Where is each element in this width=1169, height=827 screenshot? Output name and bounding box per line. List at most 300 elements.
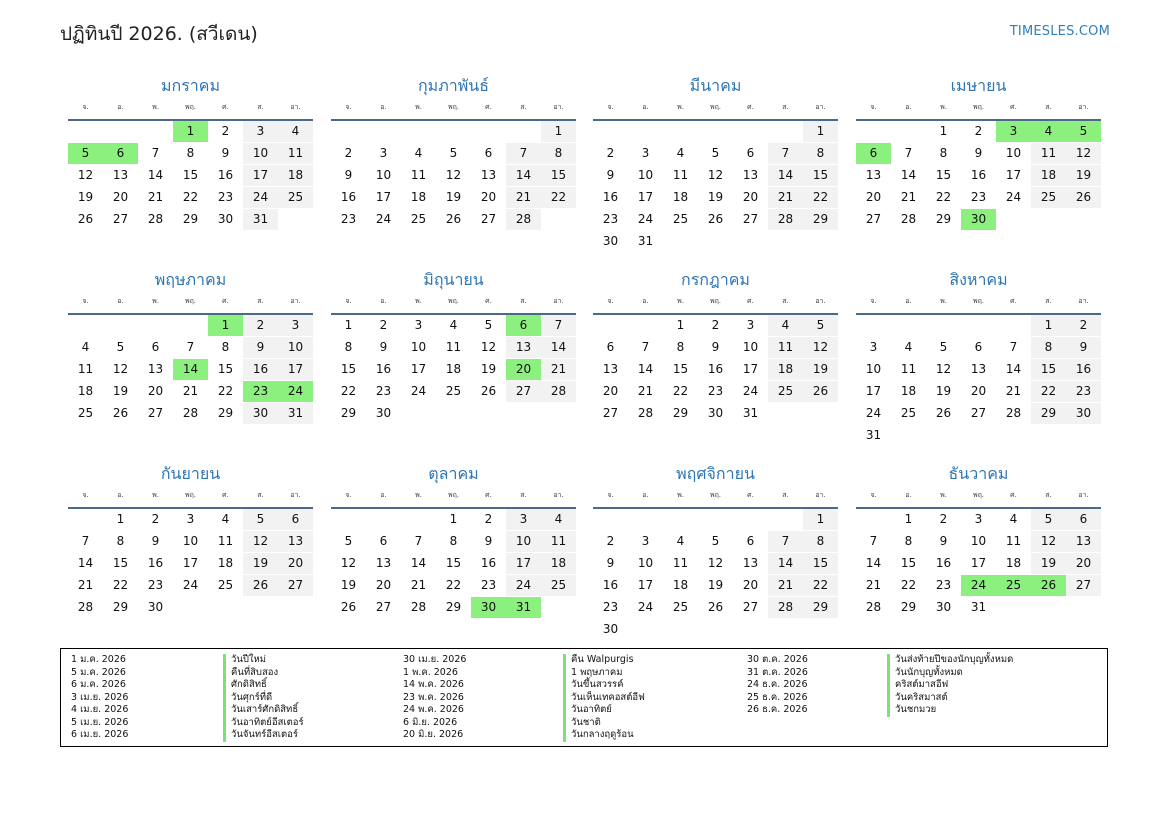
day-cell: 4 — [278, 121, 313, 142]
day-cell: 22 — [803, 187, 838, 208]
weekday-label: จ. — [870, 491, 877, 499]
day-cell: 29 — [340, 406, 357, 420]
day-cell: 25 — [77, 406, 94, 420]
day-cell: 14 — [410, 556, 427, 570]
page-title: ปฏิทินปี 2026. (สวีเดน) — [60, 23, 258, 45]
weekday-label: พฤ. — [184, 491, 197, 499]
weekday-label: ศ. — [485, 103, 492, 111]
day-cell: 2 — [711, 318, 720, 332]
day-cell: 3 — [746, 318, 755, 332]
holiday-date: 4 เม.ย. 2026 — [71, 704, 129, 715]
weekday-label: ศ. — [747, 103, 754, 111]
day-cell: 19 — [803, 359, 838, 380]
day-cell: 6 — [606, 340, 615, 354]
day-cell: 29 — [803, 597, 838, 618]
day-cell: 22 — [541, 187, 576, 208]
holiday-name: วันนักบุญทั้งหมด — [887, 667, 1013, 680]
day-cell: 16 — [602, 190, 619, 204]
day-cell: 22 — [900, 578, 917, 592]
day-cell: 31 — [742, 406, 759, 420]
day-cell: 21 — [768, 187, 803, 208]
day-cell: 18 — [768, 359, 803, 380]
day-cell: 9 — [344, 168, 353, 182]
day-cell: 7 — [904, 146, 913, 160]
day-cell: 21 — [900, 190, 917, 204]
day-cell: 12 — [707, 556, 724, 570]
day-cell: 26 — [707, 212, 724, 226]
day-cell: 17 — [410, 362, 427, 376]
day-cell: 19 — [340, 578, 357, 592]
weekday-label: พ. — [940, 297, 947, 305]
holiday-date: 24 ธ.ค. 2026 — [747, 679, 808, 690]
day-cell: 5 — [803, 315, 838, 336]
day-cell: 10 — [410, 340, 427, 354]
day-cell: 10 — [506, 531, 541, 552]
day-cell: 3 — [641, 534, 650, 548]
weekday-label: ศ. — [222, 297, 229, 305]
day-cell: 14 — [865, 556, 882, 570]
day-cell: 15 — [900, 556, 917, 570]
day-cell: 2 — [344, 146, 353, 160]
month-calendar — [331, 462, 576, 652]
day-cell: 7 — [506, 143, 541, 164]
day-cell: 22 — [445, 578, 462, 592]
day-cell: 3 — [641, 146, 650, 160]
day-cell: 16 — [480, 556, 497, 570]
day-cell: 6 — [151, 340, 160, 354]
day-cell: 15 — [217, 362, 234, 376]
day-cell: 10 — [637, 556, 654, 570]
day-cell: 17 — [506, 553, 541, 574]
holiday-dates-column — [71, 654, 128, 742]
day-cell: 9 — [606, 556, 615, 570]
holiday-day-cell: 6 — [103, 143, 138, 164]
day-cell: 27 — [865, 212, 882, 226]
day-cell: 23 — [340, 212, 357, 226]
month-name: กุมภาพันธ์ — [417, 76, 489, 95]
day-cell: 29 — [803, 209, 838, 230]
day-cell: 15 — [112, 556, 129, 570]
weekday-label: จ. — [82, 491, 89, 499]
day-cell: 28 — [865, 600, 882, 614]
weekday-label: ส. — [257, 491, 264, 499]
day-cell: 14 — [1005, 362, 1022, 376]
weekday-label: พ. — [677, 103, 684, 111]
day-cell: 8 — [449, 534, 458, 548]
day-cell: 1 — [939, 124, 948, 138]
day-cell: 28 — [541, 381, 576, 402]
day-cell: 15 — [935, 168, 952, 182]
day-cell: 1 — [676, 318, 685, 332]
weekday-label: อ. — [117, 491, 124, 499]
day-cell: 22 — [1031, 381, 1066, 402]
day-cell: 2 — [484, 512, 493, 526]
day-cell: 2 — [379, 318, 388, 332]
day-cell: 28 — [637, 406, 654, 420]
day-cell: 18 — [217, 556, 234, 570]
day-cell: 22 — [112, 578, 129, 592]
day-cell: 3 — [414, 318, 423, 332]
day-cell: 10 — [278, 337, 313, 358]
day-cell: 23 — [1066, 381, 1101, 402]
weekday-label: จ. — [82, 103, 89, 111]
day-cell: 30 — [602, 622, 619, 636]
day-cell: 25 — [900, 406, 917, 420]
day-cell: 11 — [672, 168, 689, 182]
holiday-day-cell: 24 — [278, 381, 313, 402]
day-cell: 12 — [112, 362, 129, 376]
holiday-date: 31 ต.ค. 2026 — [747, 666, 808, 678]
month-name: สิงหาคม — [949, 270, 1008, 289]
holiday-date: 30 ต.ค. 2026 — [747, 654, 808, 665]
day-cell: 29 — [217, 406, 234, 420]
weekday-label: ส. — [1045, 491, 1052, 499]
day-cell: 15 — [340, 362, 357, 376]
day-cell: 12 — [1066, 143, 1101, 164]
day-cell: 20 — [602, 384, 619, 398]
day-cell: 23 — [375, 384, 392, 398]
day-cell: 27 — [742, 600, 759, 614]
weekday-label: พ. — [677, 297, 684, 305]
day-cell: 12 — [1031, 531, 1066, 552]
day-cell: 4 — [449, 318, 458, 332]
day-cell: 19 — [1031, 553, 1066, 574]
holiday-name: วันส่งท้ายปีของนักบุญทั้งหมด — [887, 654, 1013, 667]
weekday-label: อ. — [905, 297, 912, 305]
month-calendar — [593, 74, 838, 264]
day-cell: 14 — [506, 165, 541, 186]
day-cell: 26 — [1066, 187, 1101, 208]
day-cell: 15 — [182, 168, 199, 182]
day-cell: 5 — [243, 509, 278, 530]
day-cell: 20 — [1066, 553, 1101, 574]
day-cell: 6 — [484, 146, 493, 160]
holiday-day-cell: 25 — [996, 575, 1031, 596]
day-cell: 15 — [1031, 359, 1066, 380]
day-cell: 21 — [506, 187, 541, 208]
weekday-label: จ. — [82, 297, 89, 305]
day-cell: 11 — [672, 556, 689, 570]
day-cell: 28 — [1005, 406, 1022, 420]
month-calendar — [856, 462, 1101, 652]
month-name: กรกฎาคม — [681, 270, 750, 289]
day-cell: 19 — [707, 190, 724, 204]
weekday-label: พฤ. — [972, 103, 985, 111]
day-cell: 22 — [340, 384, 357, 398]
weekday-label: ศ. — [1010, 297, 1017, 305]
day-cell: 27 — [1066, 575, 1101, 596]
holiday-day-cell: 6 — [856, 143, 891, 164]
weekday-label: พ. — [677, 491, 684, 499]
day-cell: 27 — [147, 406, 164, 420]
day-cell: 20 — [375, 578, 392, 592]
day-cell: 5 — [449, 146, 458, 160]
month-name: กันยายน — [160, 464, 221, 483]
day-cell: 1 — [116, 512, 125, 526]
day-cell: 16 — [243, 359, 278, 380]
month-calendar — [856, 268, 1101, 458]
day-cell: 14 — [637, 362, 654, 376]
day-cell: 27 — [506, 381, 541, 402]
day-cell: 25 — [768, 381, 803, 402]
day-cell: 14 — [541, 337, 576, 358]
day-cell: 22 — [182, 190, 199, 204]
day-cell: 16 — [707, 362, 724, 376]
holiday-date: 6 ม.ค. 2026 — [71, 679, 126, 690]
day-cell: 27 — [970, 406, 987, 420]
day-cell: 10 — [637, 168, 654, 182]
day-cell: 16 — [147, 556, 164, 570]
day-cell: 11 — [217, 534, 234, 548]
day-cell: 9 — [974, 146, 983, 160]
weekday-label: อา. — [290, 103, 301, 111]
holiday-day-cell: 24 — [961, 575, 996, 596]
weekday-label: พฤ. — [972, 297, 985, 305]
day-cell: 22 — [803, 575, 838, 596]
day-cell: 26 — [243, 575, 278, 596]
month-calendar — [331, 268, 576, 458]
day-cell: 23 — [935, 578, 952, 592]
day-cell: 4 — [81, 340, 90, 354]
day-cell: 5 — [939, 340, 948, 354]
day-cell: 9 — [711, 340, 720, 354]
day-cell: 3 — [379, 146, 388, 160]
month-divider — [593, 507, 838, 509]
day-cell: 1 — [904, 512, 913, 526]
day-cell: 2 — [606, 146, 615, 160]
holiday-day-cell: 3 — [996, 121, 1031, 142]
day-cell: 17 — [375, 190, 392, 204]
day-cell: 28 — [77, 600, 94, 614]
day-cell: 2 — [221, 124, 230, 138]
day-cell: 7 — [81, 534, 90, 548]
day-cell: 31 — [278, 403, 313, 424]
day-cell: 16 — [1066, 359, 1101, 380]
day-cell: 4 — [541, 509, 576, 530]
weekday-label: พฤ. — [447, 297, 460, 305]
weekday-label: อ. — [117, 297, 124, 305]
weekday-label: พ. — [152, 297, 159, 305]
day-cell: 29 — [935, 212, 952, 226]
day-cell: 20 — [112, 190, 129, 204]
day-cell: 21 — [637, 384, 654, 398]
day-cell: 12 — [707, 168, 724, 182]
day-cell: 23 — [217, 190, 234, 204]
holiday-name: ศักดิสิทธิ์ — [223, 679, 304, 692]
holiday-name: วันศุกร์ที่ดี — [223, 692, 304, 705]
day-cell: 7 — [768, 531, 803, 552]
holiday-name: วันเห็นเทคอสต์อีฟ — [563, 692, 645, 705]
day-cell: 8 — [221, 340, 230, 354]
day-cell: 13 — [506, 337, 541, 358]
holiday-dates-column — [747, 654, 808, 717]
weekday-label: อา. — [815, 103, 826, 111]
day-cell: 10 — [182, 534, 199, 548]
day-cell: 7 — [768, 143, 803, 164]
holiday-list — [60, 648, 1108, 747]
weekday-label: ส. — [1045, 297, 1052, 305]
day-cell: 24 — [506, 575, 541, 596]
day-cell: 30 — [243, 403, 278, 424]
day-cell: 17 — [637, 190, 654, 204]
day-cell: 5 — [484, 318, 493, 332]
weekday-label: อ. — [642, 103, 649, 111]
weekday-label: พฤ. — [709, 491, 722, 499]
weekday-label: ศ. — [222, 491, 229, 499]
weekday-label: พฤ. — [709, 297, 722, 305]
day-cell: 18 — [77, 384, 94, 398]
weekday-label: พ. — [415, 491, 422, 499]
day-cell: 17 — [243, 165, 278, 186]
day-cell: 20 — [480, 190, 497, 204]
weekday-label: ส. — [782, 103, 789, 111]
day-cell: 26 — [935, 406, 952, 420]
day-cell: 18 — [900, 384, 917, 398]
day-cell: 7 — [641, 340, 650, 354]
month-calendar — [856, 74, 1101, 264]
weekday-label: พ. — [415, 103, 422, 111]
holiday-date: 1 พ.ค. 2026 — [403, 666, 458, 678]
day-cell: 11 — [1005, 534, 1022, 548]
month-calendar — [68, 268, 313, 458]
day-cell: 26 — [340, 600, 357, 614]
day-cell: 18 — [1031, 165, 1066, 186]
day-cell: 24 — [182, 578, 199, 592]
day-cell: 2 — [606, 534, 615, 548]
weekday-label: พ. — [940, 491, 947, 499]
day-cell: 3 — [506, 509, 541, 530]
weekday-label: อา. — [1078, 491, 1089, 499]
holiday-date: 14 พ.ค. 2026 — [403, 679, 464, 690]
day-cell: 16 — [935, 556, 952, 570]
day-cell: 18 — [672, 578, 689, 592]
holiday-day-cell: 26 — [1031, 575, 1066, 596]
day-cell: 30 — [1066, 403, 1101, 424]
weekday-label: จ. — [345, 491, 352, 499]
holiday-name: วันปีใหม่ — [223, 654, 304, 667]
weekday-label: อา. — [553, 103, 564, 111]
month-name: เมษายน — [950, 76, 1007, 95]
day-cell: 1 — [541, 121, 576, 142]
day-cell: 17 — [278, 359, 313, 380]
weekday-label: พ. — [940, 103, 947, 111]
holiday-day-cell: 1 — [173, 121, 208, 142]
day-cell: 30 — [375, 406, 392, 420]
holiday-date: 6 มิ.ย. 2026 — [403, 716, 458, 728]
holiday-name: คริสต์มาสอีฟ — [887, 679, 1013, 692]
day-cell: 30 — [217, 212, 234, 226]
day-cell: 12 — [243, 531, 278, 552]
weekday-label: ส. — [782, 491, 789, 499]
holiday-day-cell: 30 — [471, 597, 506, 618]
day-cell: 9 — [243, 337, 278, 358]
weekday-label: จ. — [607, 103, 614, 111]
day-cell: 12 — [803, 337, 838, 358]
holiday-name: คืน Walpurgis — [563, 654, 645, 667]
day-cell: 13 — [742, 168, 759, 182]
day-cell: 22 — [217, 384, 234, 398]
weekday-label: ศ. — [1010, 491, 1017, 499]
day-cell: 31 — [243, 209, 278, 230]
month-name: ตุลาคม — [428, 464, 479, 483]
day-cell: 20 — [742, 578, 759, 592]
holiday-name: วันขึ้นสวรรค์ — [563, 679, 645, 692]
day-cell: 27 — [480, 212, 497, 226]
day-cell: 24 — [375, 212, 392, 226]
holiday-day-cell: 30 — [961, 209, 996, 230]
day-cell: 9 — [379, 340, 388, 354]
day-cell: 15 — [803, 553, 838, 574]
day-cell: 28 — [506, 209, 541, 230]
day-cell: 24 — [410, 384, 427, 398]
day-cell: 24 — [865, 406, 882, 420]
day-cell: 12 — [77, 168, 94, 182]
day-cell: 4 — [676, 534, 685, 548]
day-cell: 20 — [147, 384, 164, 398]
day-cell: 17 — [637, 578, 654, 592]
day-cell: 28 — [182, 406, 199, 420]
day-cell: 3 — [974, 512, 983, 526]
day-cell: 15 — [541, 165, 576, 186]
weekday-label: ศ. — [1010, 103, 1017, 111]
day-cell: 30 — [602, 234, 619, 248]
site-logo-text[interactable]: TIMESLES.COM — [1009, 24, 1110, 39]
day-cell: 17 — [182, 556, 199, 570]
weekday-label: ศ. — [485, 297, 492, 305]
day-cell: 11 — [1031, 143, 1066, 164]
weekday-label: อา. — [1078, 103, 1089, 111]
day-cell: 3 — [278, 315, 313, 336]
day-cell: 14 — [77, 556, 94, 570]
day-cell: 16 — [217, 168, 234, 182]
day-cell: 27 — [742, 212, 759, 226]
day-cell: 29 — [445, 600, 462, 614]
holiday-day-cell: 23 — [243, 381, 278, 402]
day-cell: 18 — [672, 190, 689, 204]
weekday-label: พฤ. — [709, 103, 722, 111]
weekday-label: ส. — [1045, 103, 1052, 111]
weekday-label: ศ. — [485, 491, 492, 499]
month-name: พฤศจิกายน — [676, 464, 755, 483]
day-cell: 3 — [243, 121, 278, 142]
day-cell: 5 — [116, 340, 125, 354]
weekday-label: อา. — [290, 297, 301, 305]
day-cell: 16 — [375, 362, 392, 376]
day-cell: 5 — [1031, 509, 1066, 530]
holiday-date: 23 พ.ค. 2026 — [403, 691, 464, 703]
day-cell: 28 — [900, 212, 917, 226]
day-cell: 4 — [1009, 512, 1018, 526]
weekday-label: ส. — [520, 103, 527, 111]
day-cell: 29 — [900, 600, 917, 614]
day-cell: 25 — [672, 212, 689, 226]
weekday-label: อา. — [553, 297, 564, 305]
day-cell: 23 — [707, 384, 724, 398]
day-cell: 15 — [672, 362, 689, 376]
holiday-name: 1 พฤษภาคม — [563, 667, 645, 680]
weekday-label: จ. — [870, 103, 877, 111]
month-name: พฤษภาคม — [154, 270, 227, 289]
day-cell: 28 — [410, 600, 427, 614]
weekday-label: ส. — [520, 297, 527, 305]
day-cell: 19 — [480, 362, 497, 376]
weekday-label: อ. — [380, 103, 387, 111]
day-cell: 18 — [445, 362, 462, 376]
day-cell: 24 — [742, 384, 759, 398]
day-cell: 25 — [278, 187, 313, 208]
day-cell: 2 — [151, 512, 160, 526]
day-cell: 19 — [707, 578, 724, 592]
